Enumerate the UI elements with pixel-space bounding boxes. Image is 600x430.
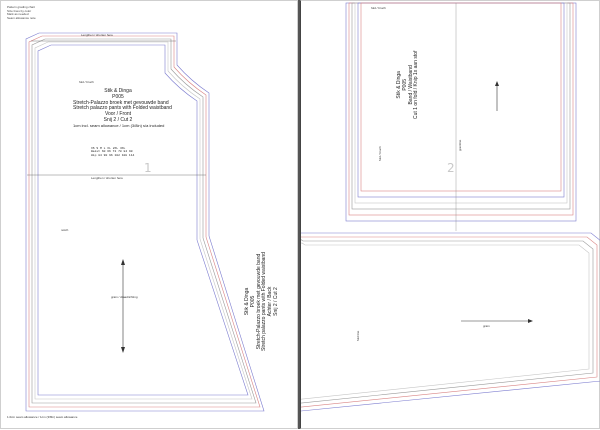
piece-number-2: 2 (447, 161, 455, 175)
band-outline-1 (346, 3, 576, 221)
band-outline-4 (355, 3, 567, 203)
sheet-header: Pattern grading chart Size lines by color Mark as needed Seam allowance note (7, 5, 36, 20)
back-grain-label: grain (483, 324, 490, 328)
right-piece-outlines (301, 1, 600, 430)
band-outline-6 (361, 3, 561, 191)
back-side-label: fold line (356, 330, 360, 341)
lengthen-label-top: Lengthen / shorten here (81, 33, 113, 37)
seam-note: 1cm incl. seam allowance / 1cm (3/8in) s/a included (73, 122, 165, 128)
pattern-sheet-right (244, 0, 600, 429)
cut-info: Snij 2 / Cut 2 (103, 116, 133, 123)
back-outline-4 (301, 243, 589, 409)
piece-name: Voor / Front (104, 111, 132, 117)
lengthen-label-mid: Lengthen / shorten here (91, 176, 123, 180)
band-info-block: Stik & Dinga P005 Band / Waistband Cut 1 on fold / Knip 1x aan stof (396, 50, 420, 119)
band-outline-2 (349, 3, 573, 215)
band-grain-label: grainline (458, 139, 462, 151)
piece-number-1: 1 (144, 161, 152, 175)
size-row: Hip 84 90 96 102 108 114 (91, 153, 135, 157)
pattern-sheet-left (0, 0, 298, 429)
back-outline-1 (301, 231, 600, 421)
back-outline-3 (301, 239, 593, 413)
front-info-block (73, 88, 172, 128)
size-row: Waist 60 66 72 78 84 90 (91, 150, 133, 154)
brand: Stik & Dinga (104, 88, 132, 94)
back-outline-2 (301, 235, 597, 417)
pattern-code: P005 (112, 93, 124, 100)
grainline-label: grain / draadrichting (111, 295, 138, 299)
size-row: XS S M L XL 2XL 3XL (91, 147, 126, 150)
back-info-block: Stik & Dinga P005 Stretch-Palazzo broek met gevouwde band Stretch palazzo pants with Folded waistband Achter / Back Snij 2 / Cut 2 (244, 252, 279, 351)
band-outline-3 (352, 3, 570, 209)
title-en: Stretch palazzo pants with Folded waistband (73, 105, 172, 112)
size-table (91, 147, 134, 157)
title-nl: Stretch-Palazzo broek met gevouwde band (73, 99, 169, 106)
bottom-note: 1.0cm seam allowance / 1cm (3/8in) seam allowance (7, 415, 78, 419)
band-outline-5 (358, 3, 564, 197)
top-fold-label: fold / bruch (371, 6, 386, 10)
notch-label: notch (61, 228, 69, 232)
fold-label: fold / bruch (79, 80, 94, 84)
front-piece-outlines (1, 1, 299, 430)
band-side-label: fold / bruch (378, 146, 382, 161)
